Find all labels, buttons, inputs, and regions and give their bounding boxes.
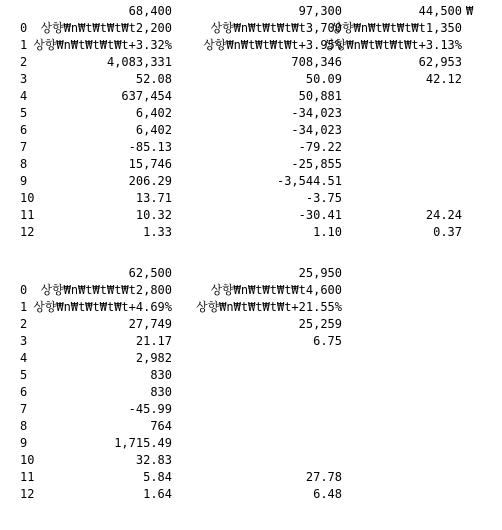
row-index: 4: [20, 351, 28, 365]
header-row: [0, 265, 502, 282]
table-cell: -34,023: [291, 123, 342, 137]
table-cell: 830: [150, 368, 172, 382]
table-cell: 5.84: [143, 470, 172, 484]
table-cell: -34,023: [291, 106, 342, 120]
table-cell: 21.17: [135, 334, 172, 348]
table-cell: 42.12: [425, 72, 462, 86]
row-index: 5: [20, 106, 28, 120]
table-cell: 637,454: [121, 89, 172, 103]
table-row: [0, 88, 502, 105]
table-cell: 상향₩n₩t₩t₩t₩t+4.69%: [33, 300, 172, 314]
table-1: [0, 3, 502, 241]
table-cell: -85.13: [128, 140, 172, 154]
table-cell: 764: [150, 419, 172, 433]
table-row: [0, 452, 502, 469]
row-index: 12: [20, 487, 35, 501]
table-cell: 1.64: [143, 487, 172, 501]
table-cell: -3,544.51: [276, 174, 342, 188]
table-row: [0, 37, 502, 54]
table-row: [0, 224, 502, 241]
row-index: 1: [20, 300, 28, 314]
header-row: [0, 3, 502, 20]
table-cell: 1.33: [143, 225, 172, 239]
table-cell: 32.83: [135, 453, 172, 467]
table-row: [0, 299, 502, 316]
row-index: 9: [20, 174, 28, 188]
table-row: [0, 122, 502, 139]
table-cell: 50.09: [305, 72, 342, 86]
table-row: [0, 316, 502, 333]
table-row: [0, 333, 502, 350]
row-index: 3: [20, 334, 28, 348]
header-cell: 68,400: [128, 4, 172, 18]
table-row: [0, 156, 502, 173]
table-cell: -25,855: [291, 157, 342, 171]
row-index: 7: [20, 402, 28, 416]
table-row: [0, 384, 502, 401]
table-cell: 830: [150, 385, 172, 399]
table-row: [0, 469, 502, 486]
table-cell: 상향₩n₩t₩t₩t₩t1,350: [330, 21, 462, 35]
table-row: [0, 367, 502, 384]
table-cell: 50,881: [298, 89, 342, 103]
table-row: [0, 350, 502, 367]
row-index: 4: [20, 89, 28, 103]
table-cell: 1.10: [313, 225, 342, 239]
row-index: 0: [20, 283, 28, 297]
table-row: [0, 418, 502, 435]
row-index: 9: [20, 436, 28, 450]
table-cell: 상향₩n₩t₩t₩t₩t+3.95%: [203, 38, 342, 52]
table-2: [0, 265, 502, 503]
row-index: 7: [20, 140, 28, 154]
table-cell: 상향₩n₩t₩t₩t₩t+3.13%: [323, 38, 462, 52]
table-cell: 25,259: [298, 317, 342, 331]
table-cell: -45.99: [128, 402, 172, 416]
header-cell: 25,950: [298, 266, 342, 280]
row-index: 11: [20, 208, 35, 222]
row-index: 2: [20, 317, 28, 331]
table-row: [0, 20, 502, 37]
table-row: [0, 401, 502, 418]
table-cell: 상향₩n₩t₩t₩t₩t2,200: [40, 21, 172, 35]
table-cell: 2,982: [135, 351, 172, 365]
row-index: 10: [20, 191, 35, 205]
table-cell: 상향₩n₩t₩t₩t₩t4,600: [210, 283, 342, 297]
table-cell: 708,346: [291, 55, 342, 69]
table-cell: 0.37: [433, 225, 462, 239]
table-cell: 10.32: [135, 208, 172, 222]
row-index: 11: [20, 470, 35, 484]
row-index: 8: [20, 157, 28, 171]
table-cell: 상향₩n₩t₩t₩t₩t+3.32%: [33, 38, 172, 52]
row-index: 8: [20, 419, 28, 433]
table-cell: 6,402: [135, 123, 172, 137]
table-cell: 206.29: [128, 174, 172, 188]
table-cell: 상향₩n₩t₩t₩t₩t+21.55%: [195, 300, 342, 314]
table-row: [0, 435, 502, 452]
table-cell: 27,749: [128, 317, 172, 331]
table-cell: 27.78: [305, 470, 342, 484]
table-cell: 62,953: [418, 55, 462, 69]
table-cell: 24.24: [425, 208, 462, 222]
table-row: [0, 282, 502, 299]
table-cell: -3.75: [305, 191, 342, 205]
table-cell: 1,715.49: [114, 436, 172, 450]
table-cell: 4,083,331: [106, 55, 172, 69]
row-index: 1: [20, 38, 28, 52]
row-index: 10: [20, 453, 35, 467]
table-cell: 6.48: [313, 487, 342, 501]
row-index: 3: [20, 72, 28, 86]
table-row: [0, 486, 502, 503]
table-cell: 6,402: [135, 106, 172, 120]
table-row: [0, 71, 502, 88]
row-index: 5: [20, 368, 28, 382]
table-cell: -30.41: [298, 208, 342, 222]
table-cell: 상향₩n₩t₩t₩t₩t2,800: [40, 283, 172, 297]
table-row: [0, 105, 502, 122]
row-index: 12: [20, 225, 35, 239]
table-cell: -79.22: [298, 140, 342, 154]
table-row: [0, 54, 502, 71]
table-cell: 6.75: [313, 334, 342, 348]
table-row: [0, 190, 502, 207]
header-cell: 44,500: [418, 4, 462, 18]
row-index: 6: [20, 123, 28, 137]
header-cell: 62,500: [128, 266, 172, 280]
table-cell: 상향₩n₩t₩t₩t₩t3,700: [210, 21, 342, 35]
table-row: [0, 173, 502, 190]
table-cell: 52.08: [135, 72, 172, 86]
row-index: 6: [20, 385, 28, 399]
table-cell: 13.71: [135, 191, 172, 205]
header-cell: 97,300: [298, 4, 342, 18]
row-index: 2: [20, 55, 28, 69]
row-index: 0: [20, 21, 28, 35]
currency-symbol: ₩: [466, 4, 474, 18]
table-row: [0, 139, 502, 156]
table-row: [0, 207, 502, 224]
table-cell: 15,746: [128, 157, 172, 171]
